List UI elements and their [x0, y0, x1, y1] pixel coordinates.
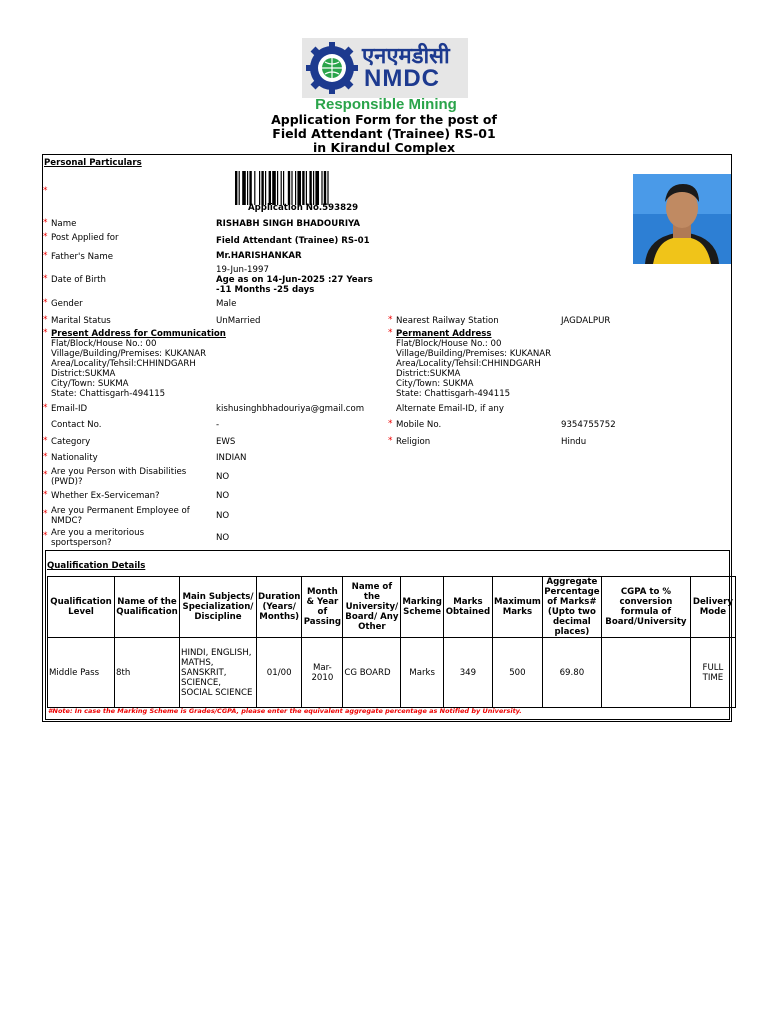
present-address-line: Area/Locality/Tehsil:CHHINDGARH: [51, 359, 196, 369]
column-header: Duration (Years/ Months): [257, 577, 302, 638]
required-marker: *: [388, 328, 393, 338]
required-marker: *: [43, 436, 48, 446]
column-header: Marks Obtained: [443, 577, 492, 638]
barcode-image: [235, 171, 375, 205]
required-marker: *: [43, 531, 48, 541]
email-value: kishusinghbhadouriya@gmail.com: [216, 404, 365, 414]
required-marker: *: [43, 315, 48, 325]
permanent-address-line: Area/Locality/Tehsil:CHHINDGARH: [396, 359, 541, 369]
railway-label: Nearest Railway Station: [396, 316, 499, 326]
required-marker: *: [43, 218, 48, 228]
table-cell: FULL TIME: [690, 638, 735, 708]
required-marker: *: [43, 274, 48, 284]
required-marker: *: [43, 251, 48, 261]
required-marker: *: [43, 186, 48, 196]
column-header: Aggregate Percentage of Marks# (Upto two decimal places): [544, 577, 600, 637]
table-cell: CG BOARD: [343, 638, 401, 708]
table-row: [48, 638, 736, 708]
required-marker: *: [43, 232, 48, 242]
present-address-line: State: Chattisgarh-494115: [51, 389, 166, 399]
post-value: Field Attendant (Trainee) RS-01: [216, 236, 370, 246]
sportsperson-label-line-1: Are you a meritorious: [51, 528, 145, 538]
dob-value: 19-Jun-1997: [216, 265, 269, 275]
age-line-1: Age as on 14-Jun-2025 :27 Years: [216, 275, 373, 285]
table-cell: 500: [492, 638, 542, 708]
contact-value: -: [216, 420, 220, 430]
required-marker: *: [388, 419, 393, 429]
alt-email-label: Alternate Email-ID, if any: [396, 404, 504, 414]
qualification-heading: Qualification Details: [47, 561, 146, 571]
table-cell: 349: [443, 638, 492, 708]
permanent-employee-label-line-2: NMDC?: [51, 516, 83, 526]
age-line-2: -11 Months -25 days: [216, 285, 315, 295]
nationality-label: Nationality: [51, 453, 98, 463]
table-cell: Mar-2010: [302, 638, 343, 708]
table-cell: Middle Pass: [48, 638, 115, 708]
gender-label: Gender: [51, 299, 83, 309]
table-cell: [601, 638, 690, 708]
pwd-label-line-1: Are you Person with Disabilities: [51, 467, 187, 477]
required-marker: *: [43, 452, 48, 462]
railway-value: JAGDALPUR: [561, 316, 611, 326]
logo-hindi-text: एनएमडीसी: [362, 44, 450, 69]
column-header: CGPA to % conversion formula of Board/University: [601, 577, 690, 638]
table-cell: 01/00: [257, 638, 302, 708]
present-address-heading: Present Address for Communication: [51, 329, 226, 339]
permanent-address-line: Flat/Block/House No.: 00: [396, 339, 502, 349]
logo-name: NMDC: [364, 65, 440, 92]
required-marker: *: [43, 490, 48, 500]
present-address-line: Village/Building/Premises: KUKANAR: [51, 349, 207, 359]
father-value: Mr.HARISHANKAR: [216, 251, 302, 261]
required-marker: *: [43, 509, 48, 519]
present-address-line: City/Town: SUKMA: [51, 379, 129, 389]
permanent-address-heading: Permanent Address: [396, 329, 492, 339]
present-address-line: Flat/Block/House No.: 00: [51, 339, 157, 349]
form-title-line-3: in Kirandul Complex: [312, 140, 456, 155]
nationality-value: INDIAN: [216, 453, 247, 463]
application-number: Application No.593829: [248, 203, 359, 213]
gear-globe-icon: [306, 42, 358, 94]
required-marker: *: [43, 403, 48, 413]
table-cell: Marks: [401, 638, 444, 708]
religion-value: Hindu: [561, 437, 587, 447]
column-header: Month & Year of Passing: [302, 577, 343, 638]
column-header: Name of the Qualification: [115, 577, 180, 638]
form-title-line-2: Field Attendant (Trainee) RS-01: [272, 126, 496, 141]
name-label: Name: [51, 219, 77, 229]
column-header: Marking Scheme: [401, 577, 444, 638]
table-cell: 69.80: [542, 638, 601, 708]
pwd-label-line-2: (PWD)?: [51, 477, 83, 487]
father-label: Father's Name: [51, 252, 113, 262]
category-value: EWS: [216, 437, 236, 447]
column-header: Delivery Mode: [690, 577, 735, 638]
ex-serviceman-value: NO: [216, 491, 230, 501]
column-header: Main Subjects/ Specialization/ Discipline: [180, 577, 257, 638]
permanent-employee-label-line-1: Are you Permanent Employee of: [51, 506, 190, 516]
applicant-photo: [633, 174, 731, 264]
contact-label: Contact No.: [51, 420, 102, 430]
form-title-line-1: Application Form for the post of: [271, 112, 497, 127]
column-header: Maximum Marks: [492, 577, 542, 638]
permanent-address-line: State: Chattisgarh-494115: [396, 389, 511, 399]
personal-particulars-heading: Personal Particulars: [44, 158, 142, 168]
dob-label: Date of Birth: [51, 275, 106, 285]
required-marker: *: [388, 315, 393, 325]
sportsperson-value: NO: [216, 533, 230, 543]
post-label: Post Applied for: [51, 233, 119, 243]
religion-label: Religion: [396, 437, 431, 447]
email-label: Email-ID: [51, 404, 88, 414]
required-marker: *: [43, 328, 48, 338]
marking-scheme-note: #Note: In case the Marking Scheme is Grades/CGPA, please enter the equivalent aggregate percentage as Notified by University.: [48, 707, 522, 715]
present-address-line: District:SUKMA: [51, 369, 116, 379]
table-cell: 8th: [115, 638, 180, 708]
nmdc-logo: [302, 38, 470, 116]
category-label: Category: [51, 437, 91, 447]
sportsperson-label-line-2: sportsperson?: [51, 538, 112, 548]
permanent-address-line: City/Town: SUKMA: [396, 379, 474, 389]
mobile-label: Mobile No.: [396, 420, 442, 430]
gender-value: Male: [216, 299, 237, 309]
mobile-value: 9354755752: [561, 420, 616, 430]
required-marker: *: [43, 298, 48, 308]
qualification-table: [47, 576, 736, 708]
column-header: Name of the University/ Board/ Any Other: [343, 577, 401, 638]
pwd-value: NO: [216, 472, 230, 482]
required-marker: *: [388, 436, 393, 446]
marital-value: UnMarried: [216, 316, 261, 326]
name-value: RISHABH SINGH BHADOURIYA: [216, 219, 361, 229]
ex-serviceman-label: Whether Ex-Serviceman?: [51, 491, 160, 501]
marital-label: Marital Status: [51, 316, 111, 326]
permanent-address-line: Village/Building/Premises: KUKANAR: [396, 349, 552, 359]
logo-tagline: Responsible Mining: [315, 96, 457, 113]
table-cell: HINDI, ENGLISH, MATHS, SANSKRIT, SCIENCE, SOCIAL SCIENCE: [180, 638, 257, 708]
column-header: Qualification Level: [48, 577, 115, 638]
required-marker: *: [43, 470, 48, 480]
permanent-employee-value: NO: [216, 511, 230, 521]
permanent-address-line: District:SUKMA: [396, 369, 461, 379]
